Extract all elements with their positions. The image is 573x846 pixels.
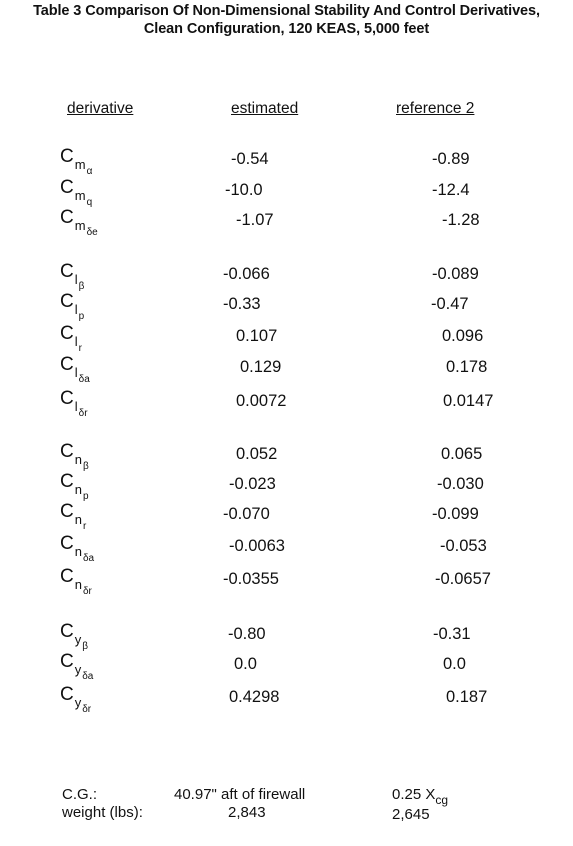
estimated-value: -0.0355 [223,570,279,588]
cg-reference-base: 0.25 X [392,786,436,803]
estimated-value: -0.0063 [229,537,285,555]
reference-value: 0.096 [442,327,484,345]
symbol-sub-subscript: r [82,521,87,532]
symbol-base: C [60,471,74,492]
table-title [0,2,573,38]
estimated-value: 0.0072 [236,392,287,410]
symbol-base: C [60,261,74,282]
derivative-symbol [60,323,82,354]
weight-estimated: 2,843 [228,804,266,821]
symbol-base: C [60,501,74,522]
derivative-symbol [60,471,89,502]
symbol-subscript: m [74,188,86,203]
estimated-value: -0.54 [231,150,269,168]
symbol-sub-subscript: δr [82,586,92,597]
symbol-base: C [60,651,74,672]
reference-value: -0.089 [432,265,479,283]
derivative-symbol [60,261,85,292]
estimated-value: 0.4298 [229,688,280,706]
derivative-symbol [60,291,85,322]
derivative-symbol [60,441,89,472]
symbol-base: C [60,323,74,344]
symbol-subscript: l [74,399,78,414]
reference-value: -0.31 [433,625,471,643]
estimated-value: -0.070 [223,505,270,523]
symbol-subscript: y [74,695,82,710]
symbol-sub-subscript: q [86,197,93,208]
symbol-subscript: l [74,272,78,287]
cg-estimated: 40.97" aft of firewall [174,786,306,803]
weight-label: weight (lbs): [62,804,143,821]
symbol-base: C [60,207,74,228]
reference-value: -1.28 [442,211,480,229]
estimated-value: -0.066 [223,265,270,283]
symbol-base: C [60,354,74,375]
title-line-2: Clean Configuration, 120 KEAS, 5,000 feet [143,21,430,37]
estimated-value: 0.129 [240,358,282,376]
symbol-sub-subscript: δa [82,553,95,564]
estimated-value: -0.33 [223,295,261,313]
symbol-sub-subscript: β [78,281,85,292]
symbol-subscript: n [74,577,82,592]
estimated-value: 0.0 [234,655,257,673]
symbol-base: C [60,441,74,462]
symbol-subscript: l [74,302,78,317]
symbol-subscript: n [74,512,82,527]
symbol-sub-subscript: r [78,343,82,354]
estimated-value: -1.07 [236,211,274,229]
reference-value: 0.187 [446,688,488,706]
reference-value: -0.099 [432,505,479,523]
derivative-symbol [60,177,93,208]
estimated-value: -10.0 [225,181,263,199]
symbol-sub-subscript: δr [82,704,92,715]
symbol-base: C [60,621,74,642]
derivative-symbol [60,146,93,177]
derivative-symbol [60,501,87,532]
symbol-sub-subscript: β [82,641,88,652]
reference-value: 0.065 [441,445,483,463]
reference-value: -0.053 [440,537,487,555]
symbol-subscript: m [74,157,86,172]
reference-value: 0.0 [443,655,466,673]
symbol-subscript: m [74,218,86,233]
symbol-base: C [60,533,74,554]
symbol-sub-subscript: p [78,311,85,322]
reference-value: -0.0657 [435,570,491,588]
estimated-value: 0.107 [236,327,278,345]
symbol-subscript: l [74,365,78,380]
symbol-base: C [60,684,74,705]
symbol-sub-subscript: β [82,461,89,472]
symbol-base: C [60,291,74,312]
symbol-base: C [60,388,74,409]
symbol-sub-subscript: δa [82,671,94,682]
symbol-subscript: l [74,334,78,349]
symbol-base: C [60,177,74,198]
title-line-1: Table 3 Comparison Of Non-Dimensional Stability And Control Derivatives, [33,3,540,19]
reference-value: 0.0147 [443,392,494,410]
cg-label: C.G.: [62,786,98,803]
symbol-base: C [60,146,74,167]
symbol-subscript: y [74,632,82,647]
weight-reference: 2,645 [392,806,430,823]
symbol-subscript: y [74,662,82,677]
symbol-sub-subscript: p [82,491,89,502]
estimated-value: 0.052 [236,445,278,463]
reference-value: 0.178 [446,358,488,376]
estimated-value: -0.023 [229,475,276,493]
header-derivative: derivative [67,100,134,117]
reference-value: -12.4 [432,181,470,199]
reference-value: -0.47 [431,295,469,313]
symbol-sub-subscript: δr [78,408,88,419]
symbol-sub-subscript: δe [86,227,98,238]
header-estimated: estimated [231,100,299,117]
derivative-symbol [60,621,88,652]
symbol-sub-subscript: δa [78,374,90,385]
reference-value: -0.89 [432,150,470,168]
symbol-subscript: n [74,544,82,559]
symbol-sub-subscript: α [86,166,93,177]
cg-reference-sub: cg [435,793,449,807]
header-reference: reference 2 [396,100,475,117]
cg-reference [392,786,449,807]
reference-value: -0.030 [437,475,484,493]
symbol-base: C [60,566,74,587]
symbol-subscript: n [74,452,82,467]
estimated-value: -0.80 [228,625,266,643]
symbol-subscript: n [74,482,82,497]
